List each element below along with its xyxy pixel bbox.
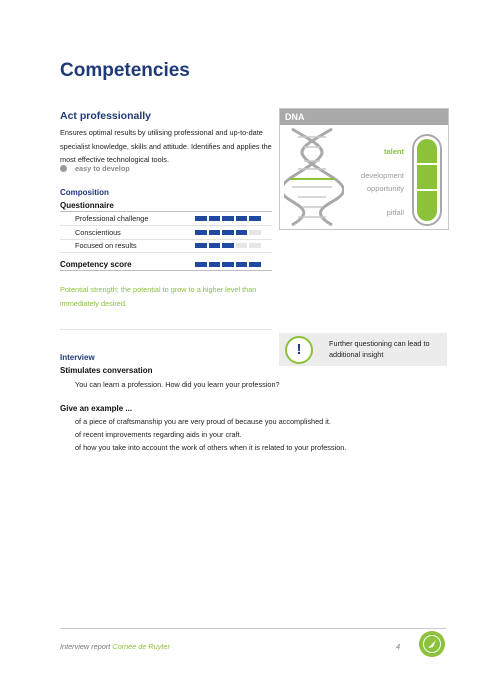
example-item: of recent improvements regarding aids in your craft. xyxy=(75,430,242,439)
example-item: of a piece of craftsmanship you are very proud of because you accomplished it. xyxy=(75,417,331,426)
exclamation-icon: ! xyxy=(285,336,313,364)
dna-label-talent: talent xyxy=(383,147,404,156)
ease-label: easy to develop xyxy=(75,164,130,173)
score-segment xyxy=(249,262,261,267)
footer-divider xyxy=(60,628,446,629)
score-segment xyxy=(249,230,261,235)
score-segment xyxy=(195,230,207,235)
gauge-segment-pitfall xyxy=(417,191,437,221)
dna-label-pitfall: pitfall xyxy=(386,208,404,217)
logo-needle-icon xyxy=(419,631,445,657)
row-label-professional-challenge: Professional challenge xyxy=(75,214,149,223)
competency-score-label: Competency score xyxy=(60,260,132,269)
score-segment xyxy=(236,230,248,235)
row-label-conscientious: Conscientious xyxy=(75,228,121,237)
dna-level-gauge xyxy=(412,134,442,226)
row-label-focused-on-results: Focused on results xyxy=(75,241,137,250)
page-number: 4 xyxy=(396,642,401,651)
score-segment xyxy=(249,243,261,248)
potential-text: Potential strength; the potential to grow to a higher level than immediately desired. xyxy=(60,285,257,308)
divider xyxy=(60,252,272,253)
score-segment xyxy=(222,262,234,267)
score-segment xyxy=(236,262,248,267)
score-segment xyxy=(249,216,261,221)
score-segment xyxy=(236,216,248,221)
dna-title: DNA xyxy=(280,109,448,125)
footer-text xyxy=(60,642,170,651)
divider xyxy=(60,225,272,226)
example-title: Give an example ... xyxy=(60,404,133,413)
divider xyxy=(60,211,272,212)
dna-label-development: development xyxy=(361,171,404,180)
score-segment xyxy=(195,262,207,267)
gauge-segment-development xyxy=(417,165,437,189)
score-segment xyxy=(222,230,234,235)
score-segment xyxy=(195,216,207,221)
competency-score-bar xyxy=(195,262,261,267)
page-title: Competencies xyxy=(60,60,190,81)
composition-title: Composition xyxy=(60,188,109,197)
stimulates-question: You can learn a profession. How did you learn your profession? xyxy=(75,380,280,389)
gauge-segment-talent xyxy=(417,139,437,163)
footer-candidate-name: Cornée de Ruyter xyxy=(112,642,170,651)
competency-description: Ensures optimal results by utilising professional and up-to-date specialist knowledge, skills and attitude. Identifies and applies the most effective technological tools. xyxy=(60,128,272,164)
stimulates-title: Stimulates conversation xyxy=(60,366,153,375)
score-segment xyxy=(209,230,221,235)
score-bar-focused-on-results xyxy=(195,243,261,248)
score-segment xyxy=(222,243,234,248)
score-segment xyxy=(195,243,207,248)
score-segment xyxy=(209,243,221,248)
section-divider xyxy=(60,329,272,330)
competency-title: Act professionally xyxy=(60,110,152,122)
interview-title: Interview xyxy=(60,353,95,362)
compass-logo-icon xyxy=(419,631,445,657)
divider xyxy=(60,270,272,271)
example-item: of how you take into account the work of others when it is related to your profession. xyxy=(75,443,347,452)
score-bar-conscientious xyxy=(195,230,261,235)
questionnaire-label: Questionnaire xyxy=(60,201,114,210)
dna-label-opportunity: opportunity xyxy=(366,184,404,193)
footer-prefix: Interview report xyxy=(60,642,111,651)
score-bar-professional-challenge xyxy=(195,216,261,221)
score-segment xyxy=(222,216,234,221)
note-text: Further questioning can lead to additional insight xyxy=(329,339,430,359)
score-segment xyxy=(236,243,248,248)
score-segment xyxy=(209,216,221,221)
divider xyxy=(60,239,272,240)
ease-indicator-icon xyxy=(60,165,67,172)
score-segment xyxy=(209,262,221,267)
